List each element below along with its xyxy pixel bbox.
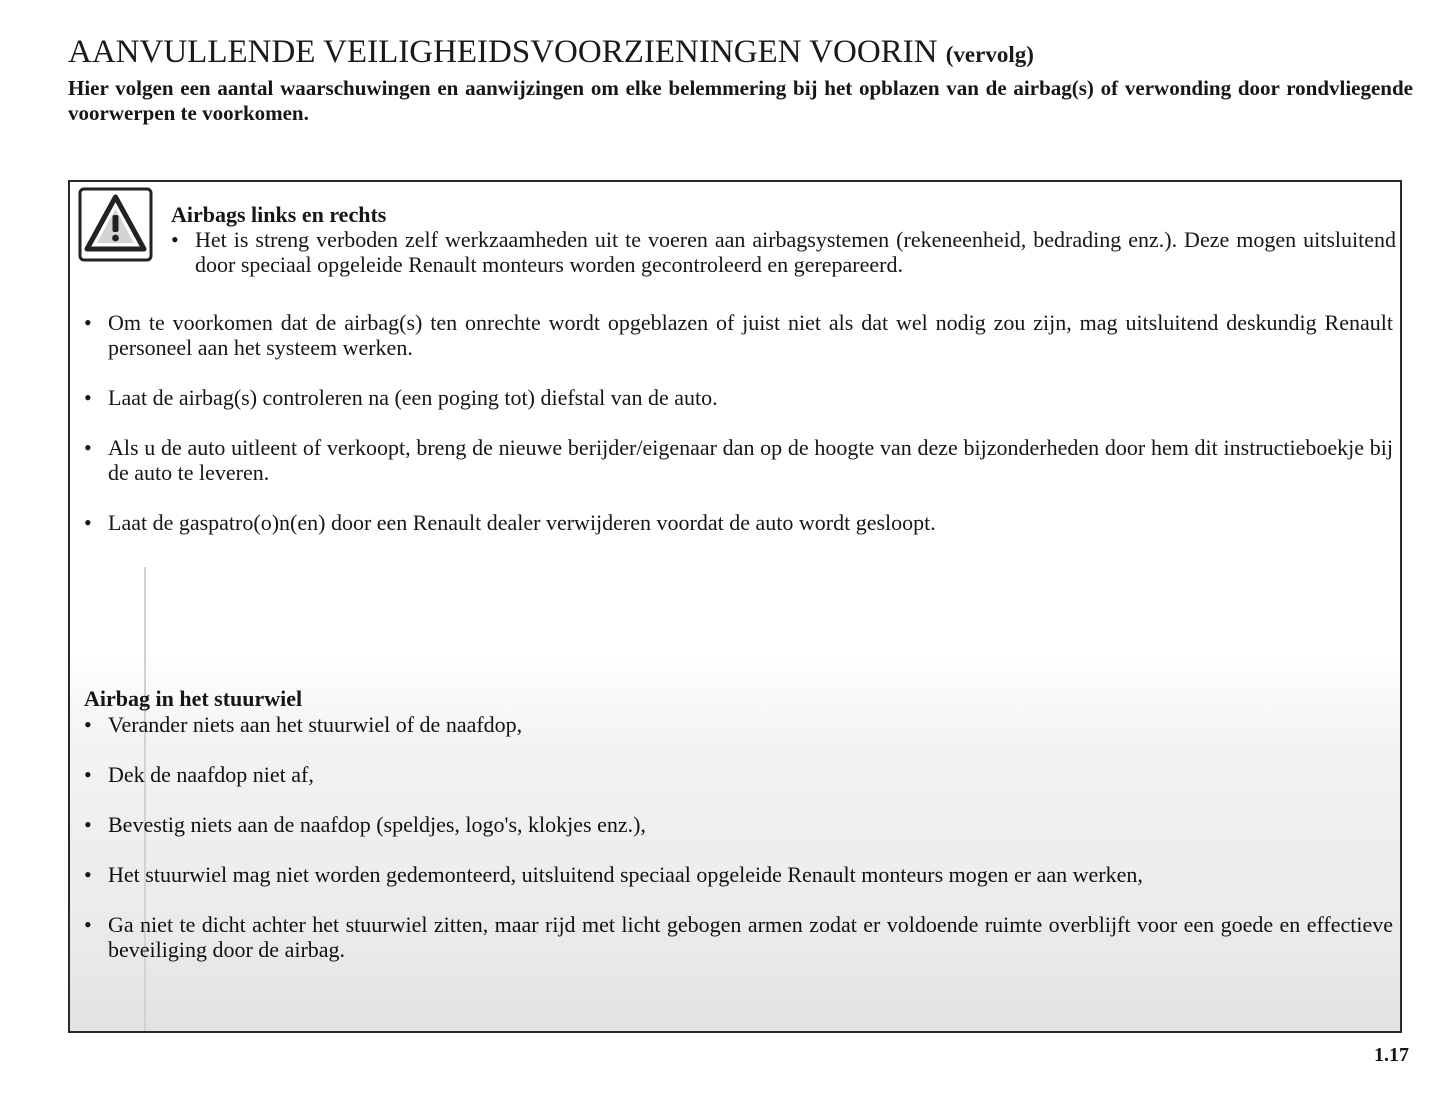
list-item (84, 310, 1393, 360)
bullet-dot: • (171, 227, 179, 252)
general-warnings-list (84, 310, 1393, 560)
list-item (84, 762, 1393, 787)
bullet-dot: • (84, 762, 92, 787)
list-item-text: Dek de naafdop niet af, (108, 762, 314, 787)
list-item-text: Het is streng verboden zelf werkzaamheden uit te voeren aan airbagsystemen (rekeneenheid, bedrading enz.). Deze mogen uitsluitend door speciaal opgeleide Renault monteurs worden gecontroleerd en gerepareerd. (195, 227, 1396, 277)
list-item-text: Bevestig niets aan de naafdop (speldjes, logo's, klokjes enz.), (108, 812, 646, 837)
warning-box (68, 180, 1402, 1033)
bullet-dot: • (84, 510, 92, 535)
bullet-dot: • (84, 310, 92, 335)
bullet-dot: • (84, 862, 92, 887)
section-title-airbags-left-right: Airbags links en rechts (171, 202, 387, 227)
bullet-dot: • (84, 712, 92, 737)
bullet-dot: • (84, 385, 92, 410)
airbags-left-right-section (171, 202, 1396, 277)
page-title (68, 30, 1413, 77)
list-item (84, 912, 1393, 962)
list-item-text: Het stuurwiel mag niet worden gedemonteerd, uitsluitend speciaal opgeleide Renault monteurs mogen er aan werken, (108, 862, 1143, 887)
bullet-dot: • (84, 812, 92, 837)
list-item (84, 812, 1393, 837)
list-item-text: Laat de gaspatro(o)n(en) door een Renault dealer verwijderen voordat de auto wordt gesloopt. (108, 510, 936, 535)
list-item (84, 510, 1393, 535)
list-item-text: Als u de auto uitleent of verkoopt, breng de nieuwe berijder/eigenaar dan op de hoogte van deze bijzonderheden door hem dit instructieboekje bij de auto te leveren. (108, 435, 1393, 485)
list-item-text: Laat de airbag(s) controleren na (een poging tot) diefstal van de auto. (108, 385, 718, 410)
section-title-steering-wheel: Airbag in het stuurwiel (84, 686, 303, 711)
steering-wheel-airbag-section (84, 686, 1393, 987)
list-item-text: Om te voorkomen dat de airbag(s) ten onrechte wordt opgeblazen of juist niet als dat wel nodig zou zijn, mag uitsluitend deskundig Renault personeel aan het systeem werken. (108, 310, 1393, 360)
warning-triangle-icon (78, 187, 153, 262)
page-title-text: AANVULLENDE VEILIGHEIDSVOORZIENINGEN VOORIN (68, 34, 938, 70)
list-item (84, 712, 1393, 737)
list-item-text: Ga niet te dicht achter het stuurwiel zitten, maar rijd met licht gebogen armen zodat er voldoende ruimte overblijft voor een goede en effectieve beveiliging door de airbag. (108, 912, 1393, 962)
list-item (84, 862, 1393, 887)
list-item (84, 385, 1393, 410)
page-title-suffix: (vervolg) (945, 42, 1034, 67)
intro-paragraph: Hier volgen een aantal waarschuwingen en aanwijzingen om elke belemmering bij het opblazen van de airbag(s) of verwonding door rondvliegende voorwerpen te voorkomen. (68, 76, 1413, 125)
bullet-dot: • (84, 435, 92, 460)
list-item-text: Verander niets aan het stuurwiel of de naafdop, (108, 712, 523, 737)
bullet-dot: • (84, 912, 92, 937)
page-number: 1.17 (1374, 1044, 1409, 1066)
list-item (84, 435, 1393, 485)
list-item (171, 227, 1396, 277)
